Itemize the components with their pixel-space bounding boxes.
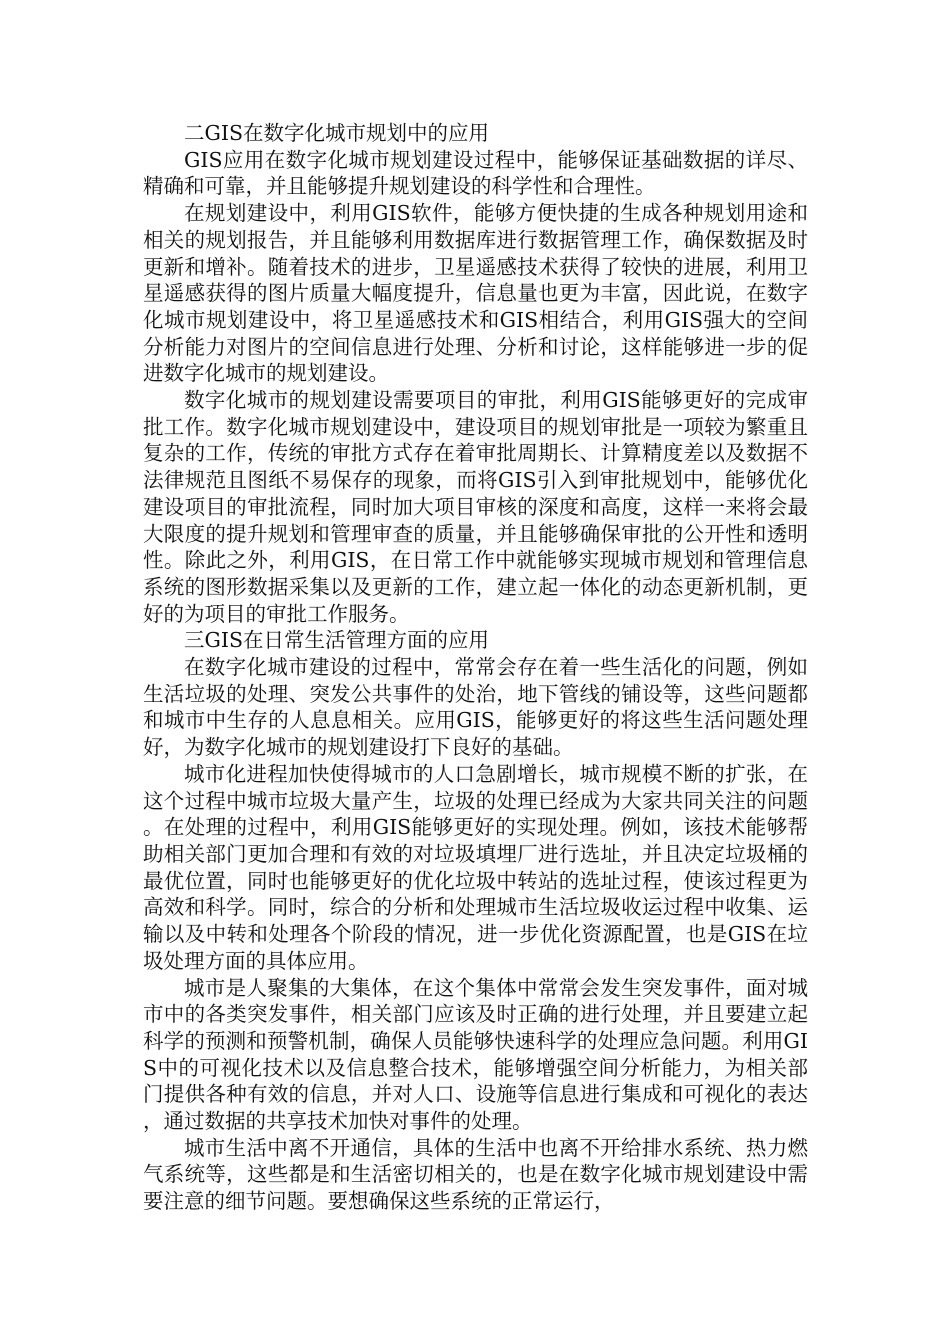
paragraph-2: 在规划建设中，利用GIS软件，能够方便快捷的生成各种规划用途和相关的规划报告，并且能够利用数据库进行数据管理工作，确保数据及时更新和增补。随着技术的进步，卫星遥感技术获得了较快的进展，利用卫星遥感获得的图片质量大幅度提升，信息量也更为丰富，因此说，在数字化城市规划建设中，将卫星遥感技术和GIS相结合，利用GIS强大的空间分析能力对图片的空间信息进行处理、分析和讨论，这样能够进一步的促进数字化城市的规划建设。 [143, 201, 808, 386]
document-body [143, 120, 808, 1215]
paragraph-7: 城市生活中离不开通信，具体的生活中也离不开给排水系统、热力燃气系统等，这些都是和生活密切相关的，也是在数字化城市规划建设中需要注意的细节问题。要想确保这些系统的正常运行， [143, 1135, 808, 1214]
paragraph-3: 数字化城市的规划建设需要项目的审批，利用GIS能够更好的完成审批工作。数字化城市规划建设中，建设项目的规划审批是一项较为繁重且复杂的工作，传统的审批方式存在着审批周期长、计算精度差以及数据不法律规范且图纸不易保存的现象，而将GIS引入到审批规划中，能够优化建设项目的审批流程，同时加大项目审核的深度和高度，这样一来将会最大限度的提升规划和管理审查的质量，并且能够确保审批的公开性和透明性。除此之外，利用GIS，在日常工作中就能够实现城市规划和管理信息系统的图形数据采集以及更新的工作，建立起一体化的动态更新机制，更好的为项目的审批工作服务。 [143, 388, 808, 626]
section-heading-2: 二GIS在数字化城市规划中的应用 [184, 121, 490, 145]
paragraph-6: 城市是人聚集的大集体，在这个集体中常常会发生突发事件，面对城市中的各类突发事件，相关部门应该及时正确的进行处理，并且要建立起科学的预测和预警机制，确保人员能够快速科学的处理应急问题。利用GIS中的可视化技术以及信息整合技术，能够增强空间分析能力，为相关部门提供各种有效的信息，并对人口、设施等信息进行集成和可视化的表达，通过数据的共享技术加快对事件的处理。 [143, 975, 808, 1134]
paragraph-4: 在数字化城市建设的过程中，常常会存在着一些生活化的问题，例如生活垃圾的处理、突发公共事件的处治，地下管线的铺设等，这些问题都和城市中生存的人息息相关。应用GIS，能够更好的将这些生活问题处理好，为数字化城市的规划建设打下良好的基础。 [143, 655, 808, 760]
section-heading-3: 三GIS在日常生活管理方面的应用 [184, 628, 490, 653]
paragraph-5: 城市化进程加快使得城市的人口急剧增长，城市规模不断的扩张，在这个过程中城市垃圾大量产生，垃圾的处理已经成为大家共同关注的问题。在处理的过程中，利用GIS能够更好的实现处理。例如，该技术能够帮助相关部门更加合理和有效的对垃圾填埋厂进行选址，并且决定垃圾桶的最优位置，同时也能够更好的优化垃圾中转站的选址过程，使该过程更为高效和科学。同时，综合的分析和处理城市生活垃圾收运过程中收集、运输以及中转和处理各个阶段的情况，进一步优化资源配置，也是GIS在垃圾处理方面的具体应用。 [143, 761, 808, 973]
paragraph-1: GIS应用在数字化城市规划建设过程中，能够保证基础数据的详尽、精确和可靠，并且能够提升规划建设的科学性和合理性。 [143, 147, 808, 199]
